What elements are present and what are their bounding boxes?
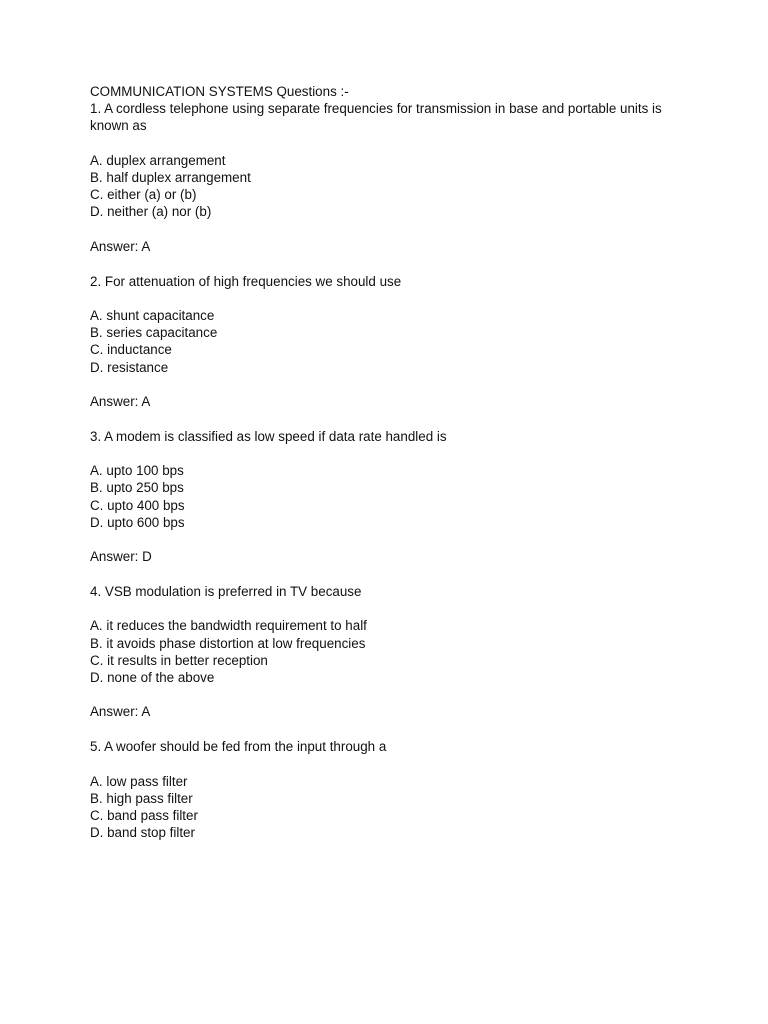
option-c: C. inductance <box>90 342 172 358</box>
answer-text: Answer: A <box>90 238 151 254</box>
option-a: A. duplex arrangement <box>90 152 226 168</box>
option-a: A. upto 100 bps <box>90 463 184 479</box>
option-b: B. high pass filter <box>90 790 193 806</box>
option-d: D. none of the above <box>90 669 215 685</box>
question-block-4 <box>90 583 690 738</box>
option-a: A. low pass filter <box>90 773 188 789</box>
answer-text: Answer: A <box>90 704 151 720</box>
option-c: C. it results in better reception <box>90 652 268 668</box>
question-block-5 <box>90 738 690 841</box>
document-page <box>90 83 690 841</box>
option-b: B. series capacitance <box>90 325 218 341</box>
option-d: D. band stop filter <box>90 825 195 841</box>
option-b: B. it avoids phase distortion at low frequencies <box>90 635 366 651</box>
question-block-1 <box>90 100 690 272</box>
option-d: D. upto 600 bps <box>90 514 185 530</box>
option-c: C. upto 400 bps <box>90 497 185 513</box>
option-d: D. neither (a) nor (b) <box>90 204 212 220</box>
option-c: C. either (a) or (b) <box>90 187 197 203</box>
answer-text: Answer: A <box>90 393 151 409</box>
option-c: C. band pass filter <box>90 807 198 823</box>
question-block-3 <box>90 428 690 583</box>
option-a: A. it reduces the bandwidth requirement to half <box>90 618 367 634</box>
option-a: A. shunt capacitance <box>90 307 215 323</box>
option-b: B. upto 250 bps <box>90 480 184 496</box>
question-text: 5. A woofer should be fed from the input through a <box>90 739 387 755</box>
question-text: 4. VSB modulation is preferred in TV because <box>90 583 362 599</box>
question-text: 3. A modem is classified as low speed if data rate handled is <box>90 428 447 444</box>
answer-text: Answer: D <box>90 549 152 565</box>
option-b: B. half duplex arrangement <box>90 170 251 185</box>
question-text: 2. For attenuation of high frequencies we should use <box>90 273 402 289</box>
option-d: D. resistance <box>90 359 169 375</box>
question-text: 1. A cordless telephone using separate frequencies for transmission in base and portable units is known as <box>90 101 662 134</box>
question-block-2 <box>90 273 690 428</box>
document-heading: COMMUNICATION SYSTEMS Questions :- <box>90 84 349 99</box>
